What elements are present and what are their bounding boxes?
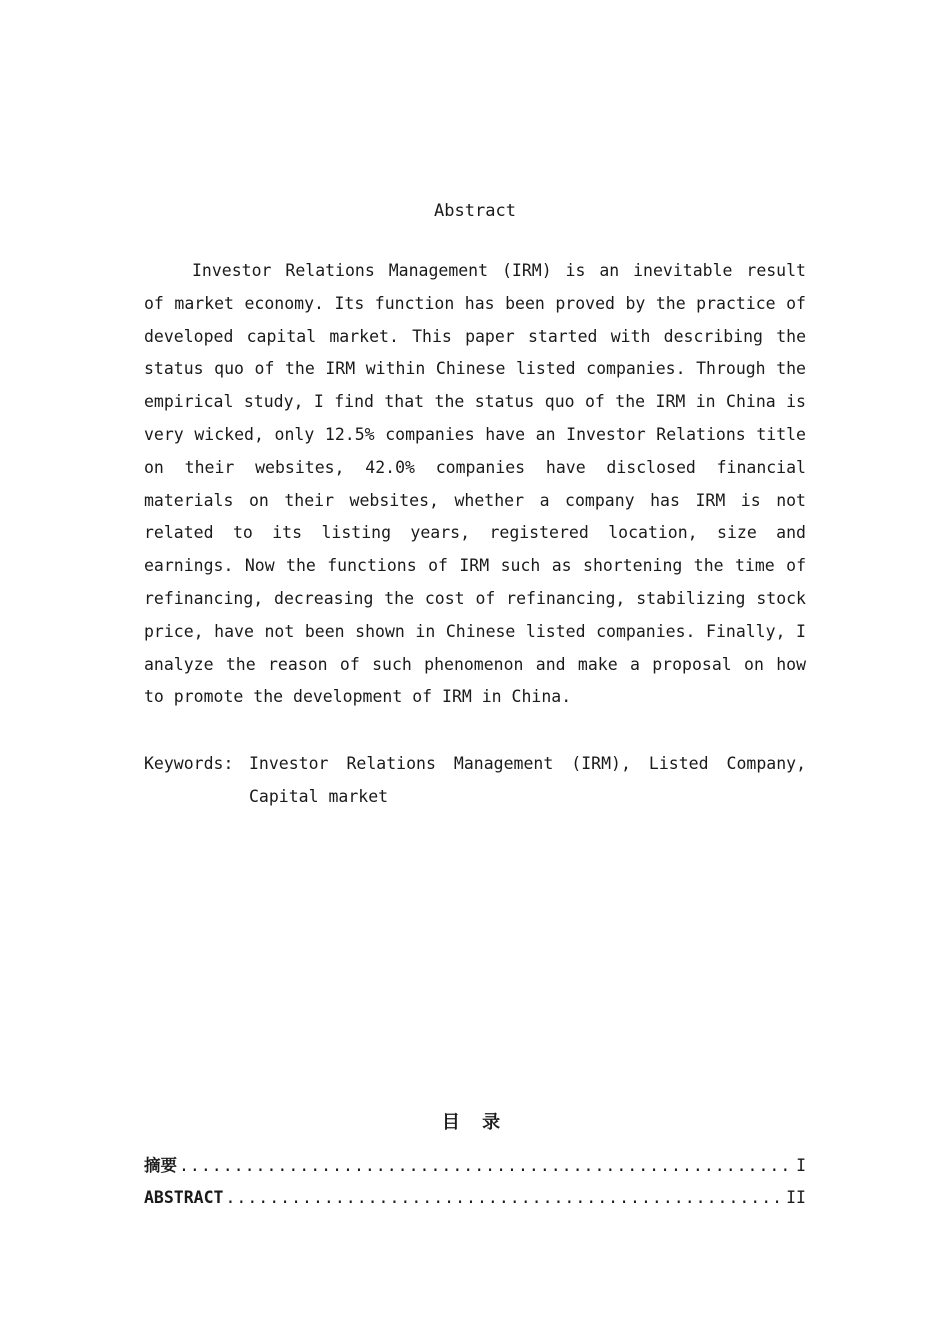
keywords-value: Investor Relations Management (IRM), Listed Company, Capital market bbox=[249, 754, 806, 806]
toc-entry-label: ABSTRACT bbox=[144, 1188, 224, 1207]
toc-dot-leader bbox=[225, 1184, 784, 1212]
toc-entry-label: 摘要 bbox=[144, 1156, 177, 1175]
keywords-label: Keywords: bbox=[144, 754, 234, 773]
toc-entry-page: I bbox=[796, 1156, 806, 1175]
toc-entry[interactable] bbox=[144, 1184, 806, 1216]
toc-dot-leader bbox=[179, 1152, 794, 1180]
abstract-body: Investor Relations Management (IRM) is an inevitable result of market economy. Its function has been proved by the practice of developed capital market. This paper started with describing the status quo of the IRM within Chinese listed companies. Through the empirical study, I find that the status quo of the IRM in China is very wicked, only 12.5% companies have an Investor Relations title on their websites, 42.0% companies have disclosed financial materials on their websites, whether a company has IRM is not related to its listing years, registered location, size and earnings. Now the functions of IRM such as shortening the time of refinancing, decreasing the cost of refinancing, stabilizing stock price, have not been shown in Chinese listed companies. Finally, I analyze the reason of such phenomenon and make a proposal on how to promote the development of IRM in China. bbox=[144, 261, 806, 707]
toc-title: 目 录 bbox=[441, 1112, 509, 1133]
abstract-title: Abstract bbox=[434, 201, 516, 221]
toc-entry-page: II bbox=[786, 1188, 806, 1207]
toc-list bbox=[144, 1152, 806, 1216]
toc-entry[interactable] bbox=[144, 1152, 806, 1184]
keywords-block bbox=[144, 747, 806, 813]
